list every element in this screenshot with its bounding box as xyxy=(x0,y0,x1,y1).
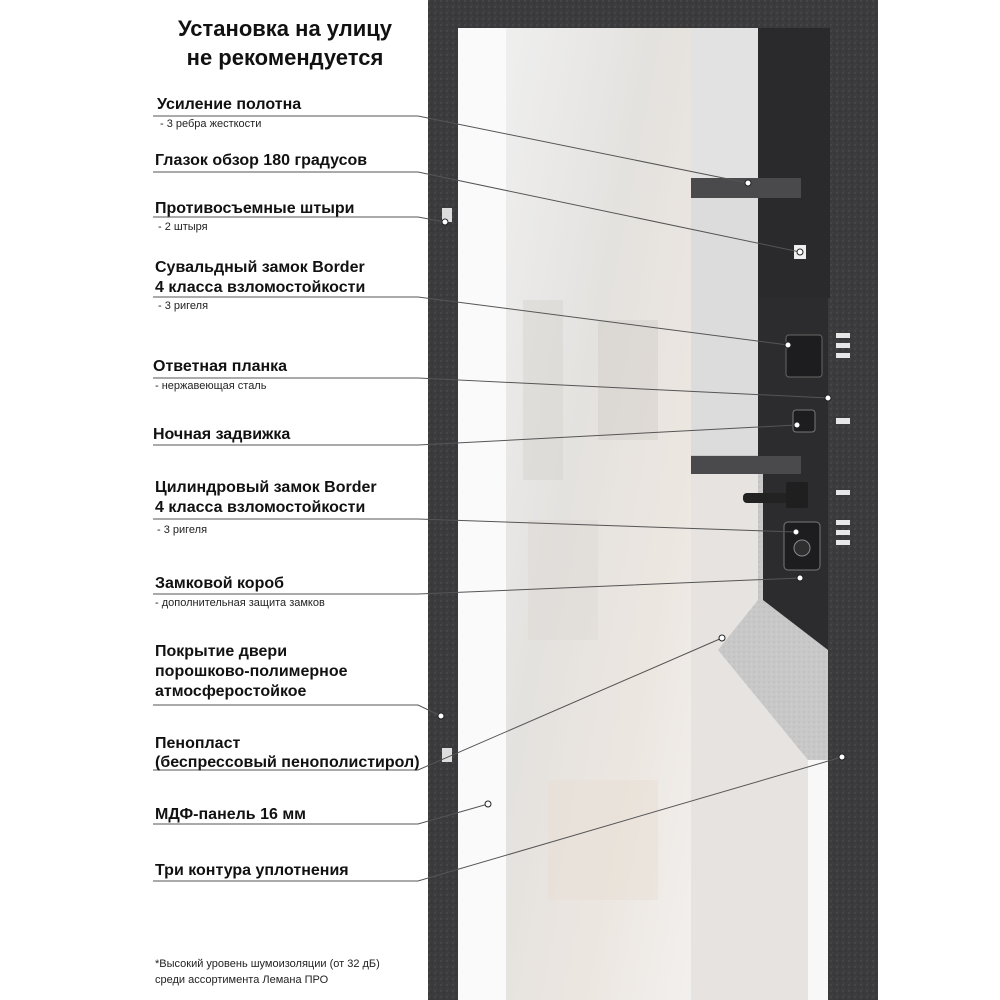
feature-title: 4 класса взломостойкости xyxy=(155,499,366,516)
page-title xyxy=(120,14,450,72)
feature-note: - 3 ребра жесткости xyxy=(160,118,262,130)
feature-title: Покрытие двери xyxy=(155,643,288,660)
feature-title: Цилиндровый замок Border xyxy=(155,479,377,496)
feature-title: МДФ-панель 16 мм xyxy=(155,806,306,823)
feature-title: Ночная задвижка xyxy=(153,426,291,443)
footnote-line-1: *Высокий уровень шумоизоляции (от 32 дБ) xyxy=(155,958,380,970)
feature-title: Усиление полотна xyxy=(157,96,302,113)
feature-title: Ответная планка xyxy=(153,358,288,375)
title-line-2: не рекомендуется xyxy=(186,45,384,70)
feature-title: атмосферостойкое xyxy=(155,683,307,700)
feature-title: Три контура уплотнения xyxy=(155,862,349,879)
feature-title: Пенопласт xyxy=(155,735,241,752)
footnote-line-2: среди ассортимента Лемана ПРО xyxy=(155,974,329,986)
feature-note: - 2 штыря xyxy=(158,221,208,233)
feature-note: - 3 ригеля xyxy=(157,524,208,536)
feature-title: Противосъемные штыри xyxy=(155,200,355,217)
feature-title: Замковой короб xyxy=(155,575,285,592)
feature-title: порошково-полимерное xyxy=(155,663,348,680)
feature-note: - 3 ригеля xyxy=(158,300,209,312)
feature-title: 4 класса взломостойкости xyxy=(155,279,366,296)
feature-title: (беспрессовый пенополистирол) xyxy=(155,754,420,771)
feature-title: Глазок обзор 180 градусов xyxy=(155,152,368,169)
feature-note: - нержавеющая сталь xyxy=(155,380,267,392)
feature-note: - дополнительная защита замков xyxy=(155,597,325,609)
title-line-1: Установка на улицу xyxy=(178,16,392,41)
footnote xyxy=(155,956,380,988)
feature-title: Сувальдный замок Border xyxy=(155,259,365,276)
